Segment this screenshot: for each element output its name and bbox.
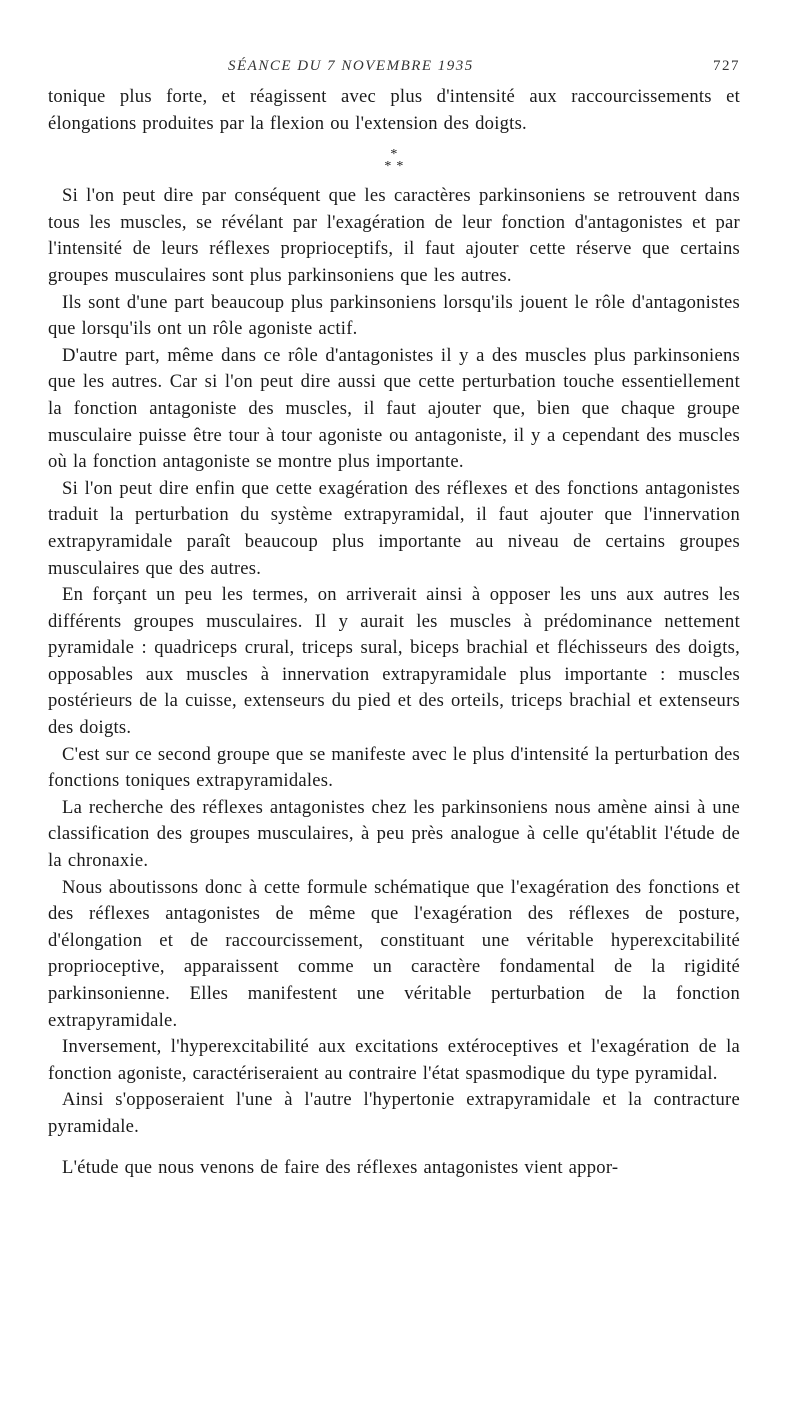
paragraph: Si l'on peut dire par conséquent que les caractères parkinsoniens se retrouvent dans tous les muscles, se révélant par l'exagération de leur fonction d'antagonistes et par l'intensité de leurs réflexes proprioceptifs, il faut ajouter cette réserve que certains groupes musculaires sont plus parkinsoniens que les autres.	[48, 185, 740, 286]
running-head	[48, 58, 740, 84]
asterism-bottom: * *	[384, 159, 404, 175]
paragraph-final: L'étude que nous venons de faire des réflexes antagonistes vient appor-	[62, 1156, 619, 1178]
paragraph: Nous aboutissons donc à cette formule schématique que l'exagération des fonctions et des réflexes antagonistes de même que l'exagération des réflexes de posture, d'élongation et de raccourcissement, constituant une véritable hyperexcitabilité proprioceptive, apparaissent comme un caractère fondamental de la rigidité parkinsonienne. Elles manifestent une véritable perturbation de la fonction extrapyramidale.	[48, 876, 740, 1031]
paragraph: Inversement, l'hyperexcitabilité aux excitations extéroceptives et l'exagération de la fonction agoniste, caractériseraient au contraire l'état spasmodique du type pyramidal.	[48, 1036, 740, 1084]
journal-page	[48, 58, 740, 1181]
paragraph: Ainsi s'opposeraient l'une à l'autre l'hypertonie extrapyramidale et la contracture pyramidale.	[48, 1089, 740, 1137]
paragraph: La recherche des réflexes antagonistes chez les parkinsoniens nous amène ainsi à une classification des groupes musculaires, à peu près analogue à celle qu'établit l'étude de la chronaxie.	[48, 796, 740, 872]
paragraph: C'est sur ce second groupe que se manifeste avec le plus d'intensité la perturbation des fonctions toniques extrapyramidales.	[48, 743, 740, 792]
body-text	[48, 84, 740, 1181]
paragraph-continuation: tonique plus forte, et réagissent avec plus d'intensité aux raccourcissements et élongations produites par la flexion ou l'extension des doigts.	[48, 86, 740, 134]
page-number: 727	[713, 58, 740, 74]
running-title: SÉANCE DU 7 NOVEMBRE 1935	[228, 58, 474, 74]
paragraph: D'autre part, même dans ce rôle d'antagonistes il y a des muscles plus parkinsoniens que les autres. Car si l'on peut dire aussi que cette perturbation touche essentiellement la fonction antagoniste des muscles, il faut ajouter que, bien que chaque groupe musculaire puisse être tour à tour agoniste ou antagoniste, il y a cependant des muscles où la fonction antagoniste se montre plus importante.	[48, 344, 740, 473]
paragraph: Si l'on peut dire enfin que cette exagération des réflexes et des fonctions antagonistes traduit la perturbation du système extrapyramidal, il faut ajouter que l'innervation extrapyramidale paraît beaucoup plus importante au niveau de certains groupes musculaires que des autres.	[48, 477, 740, 579]
asterism-top: *	[390, 147, 398, 163]
paragraph: Ils sont d'une part beaucoup plus parkinsoniens lorsqu'ils jouent le rôle d'antagonistes que lorsqu'ils ont un rôle agoniste actif.	[48, 291, 740, 340]
asterism-separator	[48, 141, 740, 181]
paragraph: En forçant un peu les termes, on arriverait ainsi à opposer les uns aux autres les différents groupes musculaires. Il y aurait les muscles à prédominance nettement pyramidale : quadriceps crural, triceps sural, biceps brachial et fléchisseurs des doigts, opposables aux muscles à innervation extrapyramidale plus importante : muscles postérieurs de la cuisse, extenseurs du pied et des orteils, triceps brachial et extenseurs des doigts.	[48, 584, 740, 739]
